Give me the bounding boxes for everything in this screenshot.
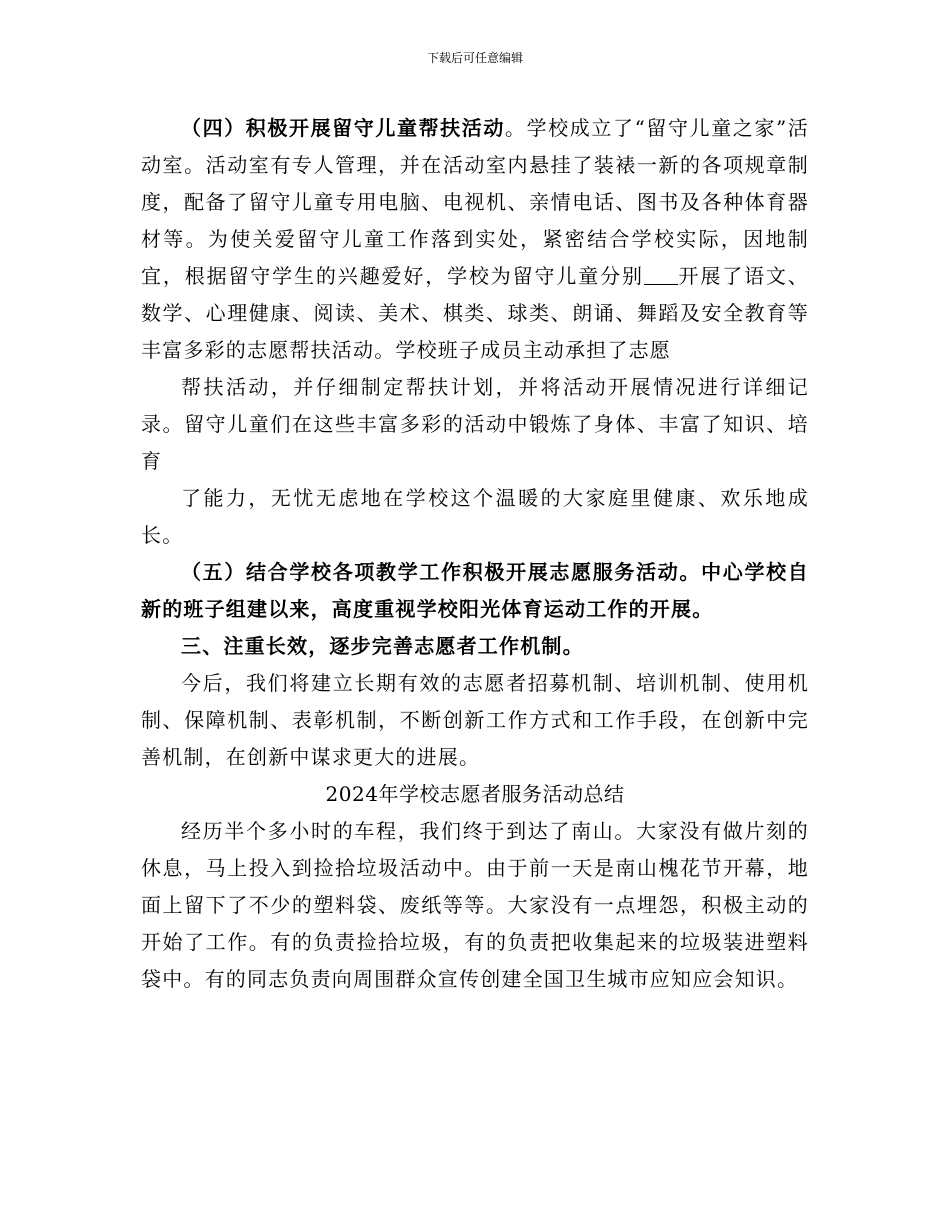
page-header: 下载后可任意编辑 [426,51,523,65]
paragraph-four-heading: （四）积极开展留守儿童帮扶活动 [181,116,505,140]
document-body [141,110,809,998]
section-three-heading: 三、注重长效，逐步完善志愿者工作机制。 [181,634,584,658]
paragraph-four-text-b: 开展了语文、数学、心理健康、阅读、美术、棋类、球类、朗诵、舞蹈及安全教育等丰富多彩的志愿帮扶活动。学校班子成员主动承担了志愿 [141,264,809,362]
paragraph-four [141,110,809,369]
paragraph-continuation-2: 了能力，无忧无虑地在学校这个温暖的大家庭里健康、欢乐地成长。 [141,486,809,547]
paragraph-five: （五）结合学校各项教学工作积极开展志愿服务活动。中心学校自新的班子组建以来，高度重视学校阳光体育运动工作的开展。 [141,560,809,621]
paragraph-future: 今后，我们将建立长期有效的志愿者招募机制、培训机制、使用机制、保障机制、表彰机制，不断创新工作方式和工作手段，在创新中完善机制，在创新中谋求更大的进展。 [141,671,809,769]
paragraph-four-text-a: 。学校成立了“留守儿童之家”活动室。活动室有专人管理，并在活动室内悬挂了装裱一新的各项规章制度，配备了留守儿童专用电脑、电视机、亲情电话、图书及各种体育器材等。为使关爱留守儿童工作落到实处，紧密结合学校实际，因地制宜，根据留守学生的兴趣爱好，学校为留守儿童分别 [141,116,810,288]
paragraph-activity: 经历半个多小时的车程，我们终于到达了南山。大家没有做片刻的休息，马上投入到捡拾垃圾活动中。由于前一天是南山槐花节开幕，地面上留下了不少的塑料袋、废纸等等。大家没有一点埋怨，积极主动的开始了工作。有的负责捡拾垃圾，有的负责把收集起来的垃圾装进塑料袋中。有的同志负责向周围群众宣传创建全国卫生城市应知应会知识。 [141,819,809,991]
paragraph-continuation-1: 帮扶活动，并仔细制定帮扶计划，并将活动开展情况进行详细记录。留守儿童们在这些丰富多彩的活动中锻炼了身体、丰富了知识、培育 [141,375,809,473]
fill-blank [644,266,678,285]
summary-title: 2024年学校志愿者服务活动总结 [325,782,625,806]
